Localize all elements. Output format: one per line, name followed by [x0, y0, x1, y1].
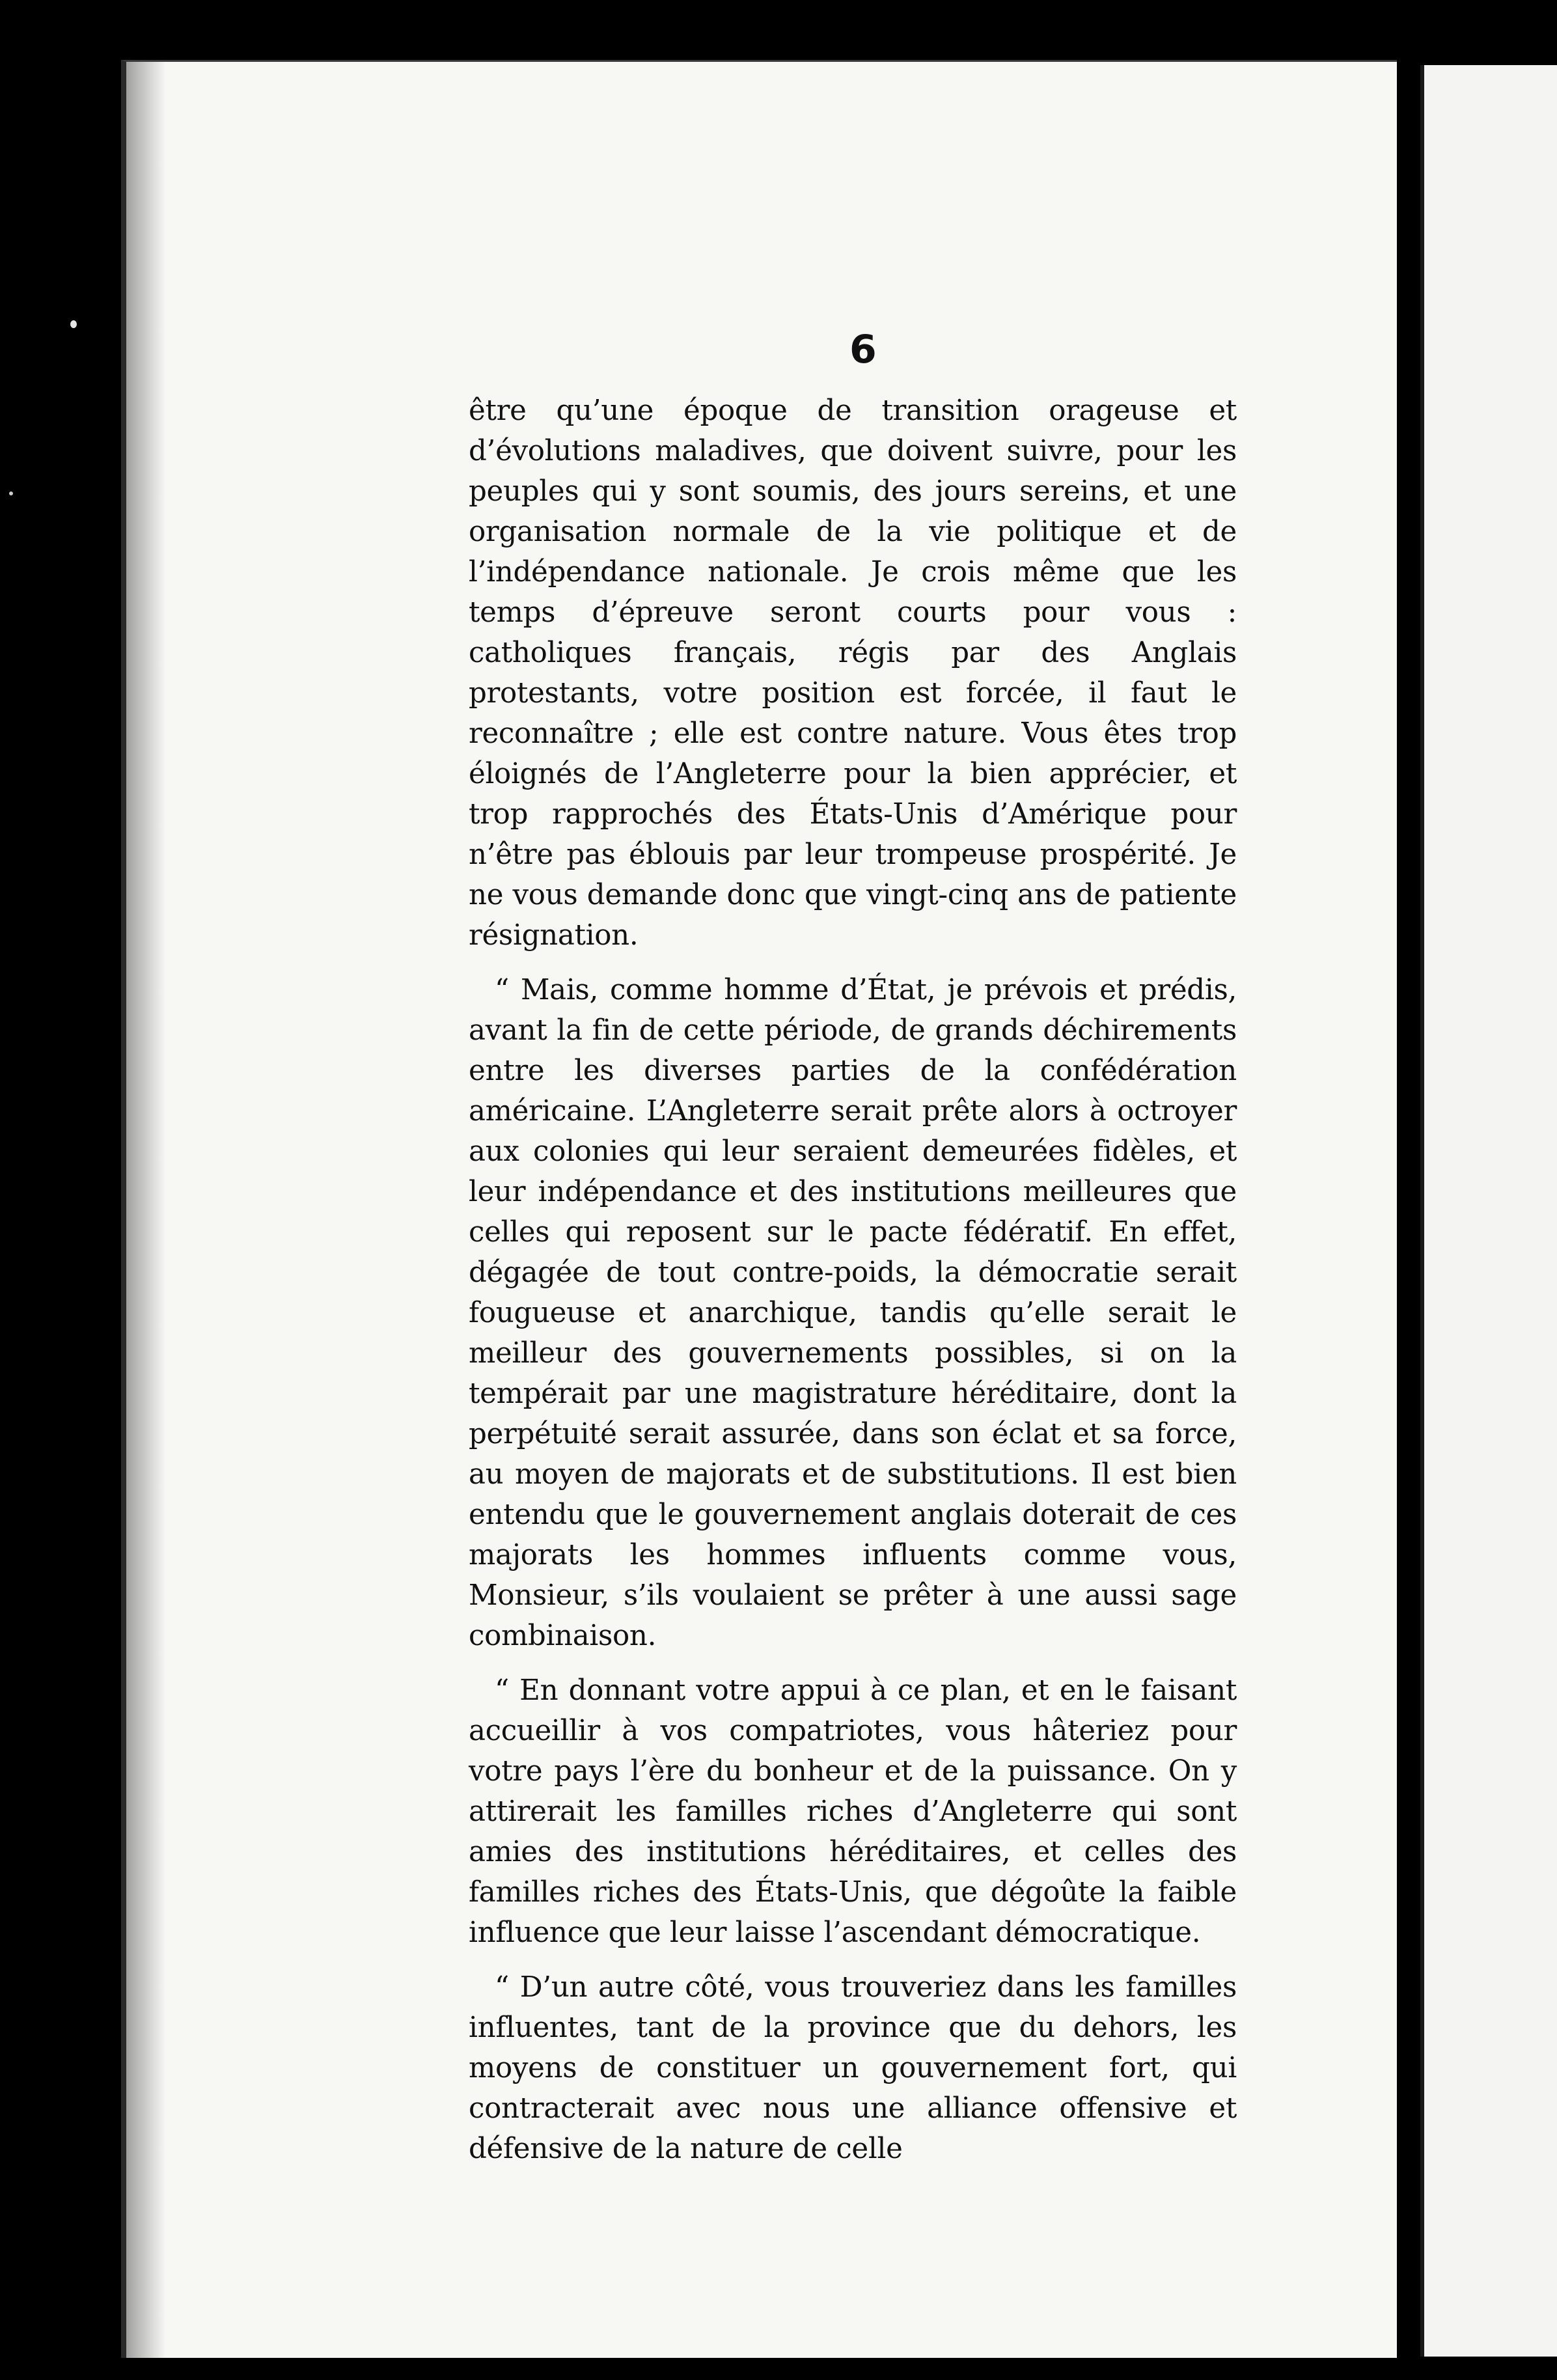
- scan-speck: [70, 320, 77, 328]
- paragraph: “ D’un autre côté, vous trouveriez dans les familles influentes, tant de la province que du dehors, les moyens de constituer un gouvernement fort, qui contracterait avec nous une alliance offensive et défensive de la nature de celle: [469, 1971, 1237, 2165]
- adjacent-page-edge: [1420, 65, 1557, 2357]
- binding-shadow: [126, 62, 165, 2358]
- scan-speck: [9, 491, 13, 495]
- page-text: [469, 391, 1237, 2169]
- paragraph: “ En donnant votre appui à ce plan, et en le faisant accueillir à vos compatriotes, vous hâteriez pour votre pays l’ère du bonheur et de la puissance. On y attirerait les familles riches d’Angleterre qui sont amies des institutions héréditaires, et celles des familles riches des États-Unis, que dégoûte la faible influence que leur laisse l’ascendant démocratique.: [469, 1674, 1237, 1949]
- paragraph: être qu’une époque de transition orageuse et d’évolutions maladives, que doivent suivre, pour les peuples qui y sont soumis, des jours sereins, et une organisation normale de la vie politique et de l’indépendance nationale. Je crois même que les temps d’épreuve seront courts pour vous : catholiques français, régis par des Anglais protestants, votre position est forcée, il faut le reconnaître ; elle est contre nature. Vous êtes trop éloignés de l’Angleterre pour la bien apprécier, et trop rapprochés des États-Unis d’Amérique pour n’être pas éblouis par leur trompeuse prospérité. Je ne vous demande donc que vingt-cinq ans de patiente résignation.: [469, 394, 1237, 952]
- page-number: 6: [849, 327, 877, 372]
- paragraph: “ Mais, comme homme d’État, je prévois et prédis, avant la fin de cette période, de grands déchirements entre les diverses parties de la confédération américaine. L’Angleterre serait prête alors à octroyer aux colonies qui leur seraient demeurées fidèles, et leur indépendance et des institutions meilleures que celles qui reposent sur le pacte fédératif. En effet, dégagée de tout contre-poids, la démocratie serait fougueuse et anarchique, tandis qu’elle serait le meilleur des gouvernements possibles, si on la tempérait par une magistrature héréditaire, dont la perpétuité serait assurée, dans son éclat et sa force, au moyen de majorats et de substitutions. Il est bien entendu que le gouvernement anglais doterait de ces majorats les hommes influents comme vous, Monsieur, s’ils voulaient se prêter à une aussi sage combinaison.: [469, 974, 1237, 1652]
